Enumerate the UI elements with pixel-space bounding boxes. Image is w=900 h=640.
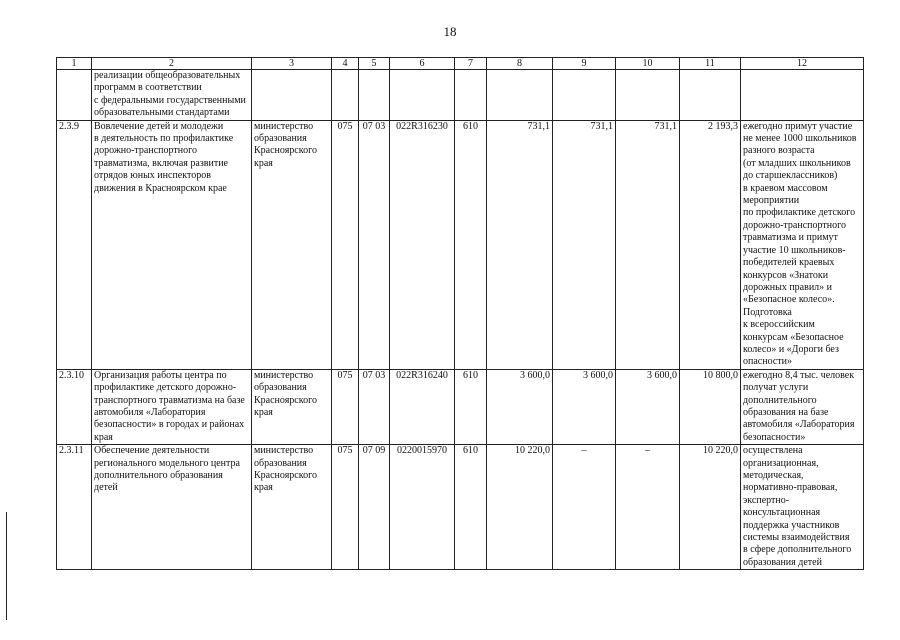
rzpr-cell: 07 03	[359, 120, 390, 369]
table-row	[57, 369, 864, 444]
csr-cell: 022R316240	[390, 369, 455, 444]
year-3-cell: –	[616, 445, 680, 570]
total-cell: 10 800,0	[680, 369, 741, 444]
column-header: 9	[553, 58, 616, 70]
column-header: 3	[252, 58, 332, 70]
activity-name-cell: Вовлечение детей и молодежи в деятельность по профилактике дорожно-транспортного травматизма, включая развитие отрядов юных инспекторов движения в Красноярском крае	[92, 120, 252, 369]
rzpr-cell	[359, 70, 390, 121]
vr-cell: 610	[455, 369, 487, 444]
result-cell: ежегодно 8,4 тыс. человек получат услуги дополнительного образования на базе автомобиля «Лаборатория безопасности»	[741, 369, 864, 444]
year-2-cell: 3 600,0	[553, 369, 616, 444]
year-2-cell: –	[553, 445, 616, 570]
row-number-cell: 2.3.9	[57, 120, 92, 369]
row-number-cell	[57, 70, 92, 121]
column-header: 8	[487, 58, 553, 70]
result-cell: ежегодно примут участие не менее 1000 школьников разного возраста (от младших школьников до старшеклассников) в краевом массовом мероприятии по профилактике детского дорожно-транспортного травматизма и примут участие 10 школьников- победителей краевых конкурсов «Знатоки дорожных правил» и «Безопасное колесо». Подготовка к всероссийским конкурсам «Безопасное колесо» и «Дороги без опасности»	[741, 120, 864, 369]
table-row	[57, 120, 864, 369]
table-row	[57, 445, 864, 570]
csr-cell	[390, 70, 455, 121]
grbs-cell	[332, 70, 359, 121]
year-2-cell: 731,1	[553, 120, 616, 369]
executor-cell: министерство образования Красноярского края	[252, 120, 332, 369]
column-header: 10	[616, 58, 680, 70]
activity-name-cell: Обеспечение деятельности регионального модельного центра дополнительного образования детей	[92, 445, 252, 570]
total-cell: 2 193,3	[680, 120, 741, 369]
activity-name-cell: Организация работы центра по профилактике детского дорожно- транспортного травматизма на базе автомобиля «Лаборатория безопасности» в городах и районах края	[92, 369, 252, 444]
csr-cell: 022R316230	[390, 120, 455, 369]
activity-name-cell: реализации общеобразовательных программ в соответствии с федеральными государственными образовательными стандартами	[92, 70, 252, 121]
column-header: 12	[741, 58, 864, 70]
vr-cell: 610	[455, 445, 487, 570]
column-header: 1	[57, 58, 92, 70]
year-3-cell	[616, 70, 680, 121]
year-1-cell: 3 600,0	[487, 369, 553, 444]
column-header: 11	[680, 58, 741, 70]
table-row	[57, 70, 864, 121]
grbs-cell: 075	[332, 120, 359, 369]
rzpr-cell: 07 09	[359, 445, 390, 570]
executor-cell	[252, 70, 332, 121]
executor-cell: министерство образования Красноярского края	[252, 369, 332, 444]
column-number-row	[57, 58, 864, 70]
column-header: 6	[390, 58, 455, 70]
result-cell	[741, 70, 864, 121]
rzpr-cell: 07 03	[359, 369, 390, 444]
total-cell	[680, 70, 741, 121]
margin-rule-line	[6, 512, 7, 620]
year-1-cell: 10 220,0	[487, 445, 553, 570]
program-activities-table	[56, 57, 864, 570]
column-header: 4	[332, 58, 359, 70]
row-number-cell: 2.3.10	[57, 369, 92, 444]
result-cell: осуществлена организационная, методическая, нормативно-правовая, экспертно- консультационная поддержка участников системы взаимодействия в сфере дополнительного образования детей	[741, 445, 864, 570]
year-1-cell	[487, 70, 553, 121]
page-number: 18	[443, 24, 457, 39]
grbs-cell: 075	[332, 445, 359, 570]
row-number-cell: 2.3.11	[57, 445, 92, 570]
year-3-cell: 3 600,0	[616, 369, 680, 444]
year-2-cell	[553, 70, 616, 121]
year-3-cell: 731,1	[616, 120, 680, 369]
total-cell: 10 220,0	[680, 445, 741, 570]
year-1-cell: 731,1	[487, 120, 553, 369]
executor-cell: министерство образования Красноярского края	[252, 445, 332, 570]
csr-cell: 0220015970	[390, 445, 455, 570]
column-header: 5	[359, 58, 390, 70]
grbs-cell: 075	[332, 369, 359, 444]
vr-cell	[455, 70, 487, 121]
column-header: 2	[92, 58, 252, 70]
column-header: 7	[455, 58, 487, 70]
vr-cell: 610	[455, 120, 487, 369]
